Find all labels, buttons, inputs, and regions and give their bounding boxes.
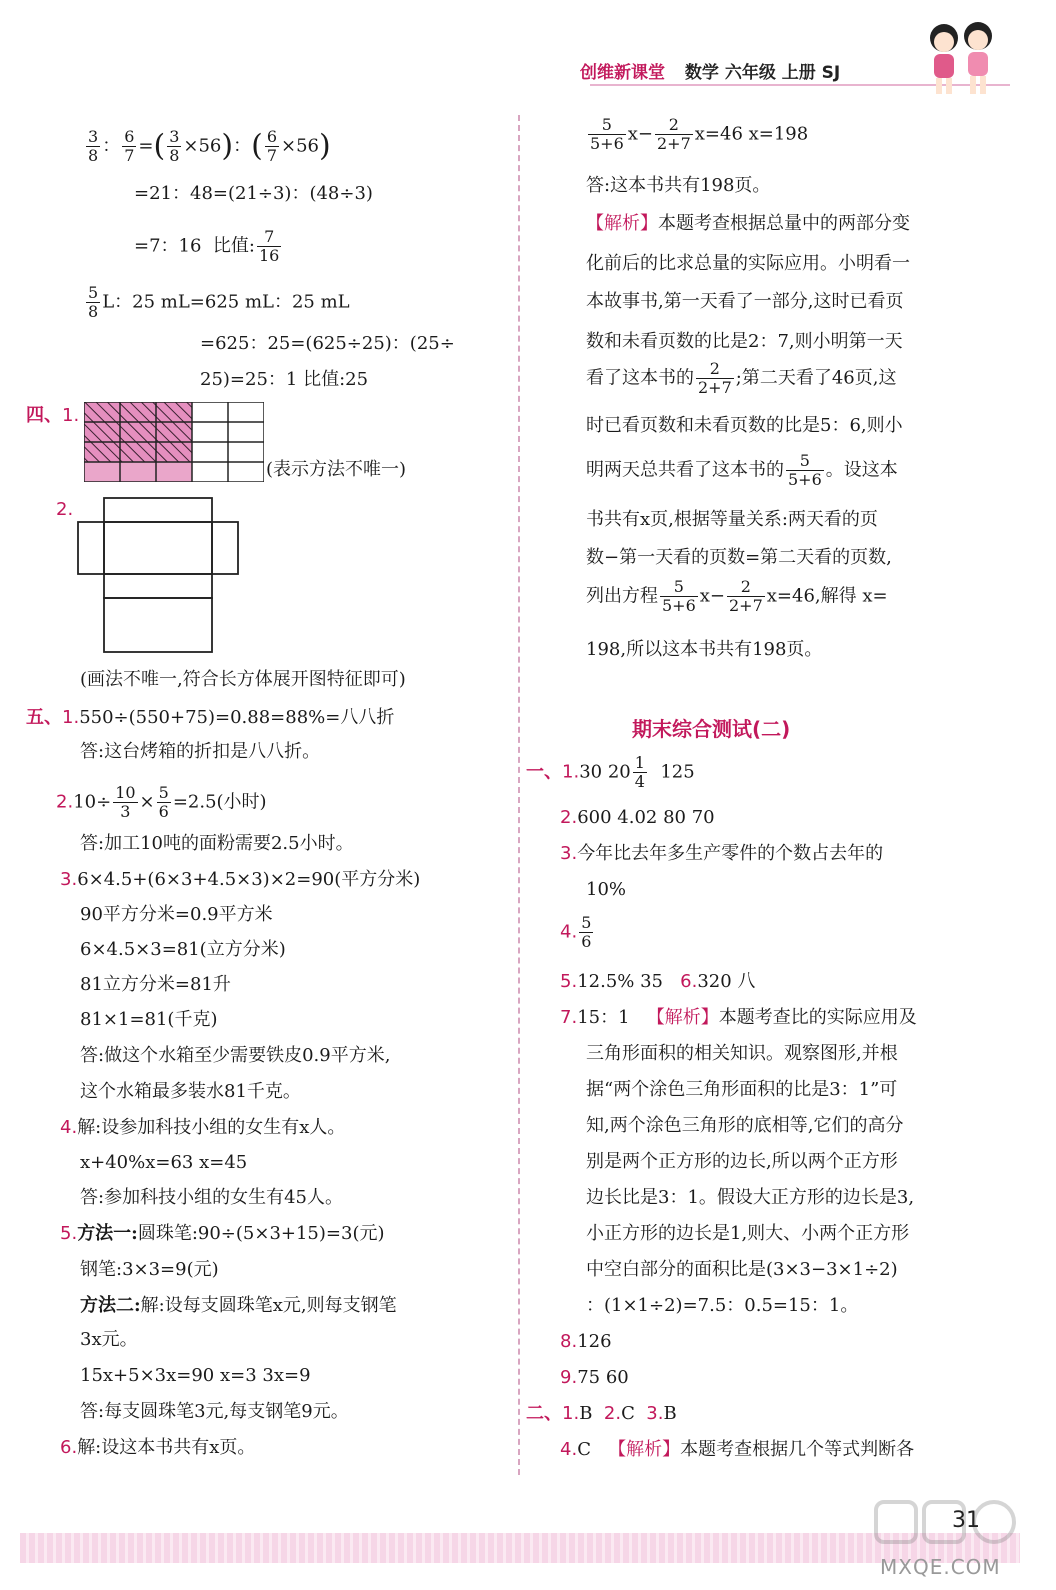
net-note: (画法不唯一,符合长方体展开图特征即可) [80, 669, 406, 690]
q4-2-label: 2. [56, 499, 74, 520]
q5-5: 5.方法一:圆珠笔:90÷(5×3+15)=3(元) [60, 1223, 385, 1244]
series-brand: 创维新课堂 [580, 63, 665, 83]
ratio-line-5: =625：25=(625÷25)：(25÷ [200, 333, 455, 354]
p1-q7-line6: 边长比是3：1。假设大正方形的边长是3, [586, 1187, 915, 1208]
p1-q7-line7: 小正方形的边长是1,则大、小两个正方形 [586, 1223, 910, 1244]
analysis-line-4: 数和未看页数的比是2：7,则小明第一天 [586, 331, 903, 352]
ratio-line-2: =21：48=(21÷3)：(48÷3) [134, 183, 373, 204]
p1-q5-q6: 5.12.5% 35 6.320 八 [560, 971, 756, 992]
p1-q7-line3: 据“两个涂色三角形面积的比是3：1”可 [586, 1079, 898, 1100]
analysis-line-7: 明两天总共看了这本书的 $\frac{5}{5+6}$ 。设这本 [586, 451, 898, 489]
cuboid-net-figure [76, 496, 242, 656]
p1-q3: 3.今年比去年多生产零件的个数占去年的 [560, 843, 884, 864]
analysis-line-2: 化前后的比求总量的实际应用。小明看一 [586, 253, 910, 274]
ratio-line-6: 25)=25：1 比值:25 [200, 369, 369, 390]
analysis-line-5: 看了这本书的 $\frac{2}{2+7}$ ;第二天看了46页,这 [586, 359, 897, 397]
ratio-line-1: $\frac{3}{8}$ ： $\frac{6}{7}$ =( $\frac{3}{8}$ ×56)：( $\frac{6}{7}$ ×56) [88, 127, 331, 165]
q5-2: 2.10÷ $\frac{10}{3}$ × $\frac{5}{6}$ =2.5(小时) [56, 783, 267, 821]
section-title: 期末综合测试(二) [632, 717, 791, 741]
q5-3-line3: 6×4.5×3=81(立方分米) [80, 939, 286, 960]
analysis-line-11: 198,所以这本书共有198页。 [586, 639, 823, 660]
analysis-line-8: 书共有x页,根据等量关系:两天看的页 [586, 509, 878, 530]
p1-q4: 4. $\frac{5}{6}$ [560, 913, 592, 951]
p1-q7-line8: 中空白部分的面积比是(3×3−3×1÷2) [586, 1259, 898, 1280]
p1-q7-line4: 知,两个涂色三角形的底相等,它们的高分 [586, 1115, 904, 1136]
watermark-text: MXQE.COM [880, 1555, 1001, 1579]
analysis-line-9: 数−第一天看的页数=第二天看的页数, [586, 547, 892, 568]
q5-4: 4.解:设参加科技小组的女生有x人。 [60, 1117, 346, 1138]
p1-q2: 2.600 4.02 80 70 [560, 807, 715, 828]
analysis-line-1: 【解析】本题考查根据总量中的两部分变 [586, 213, 910, 234]
grid-note: (表示方法不唯一) [266, 459, 407, 480]
q5-3-answer-2: 这个水箱最多装水81千克。 [80, 1081, 301, 1102]
analysis-line-10: 列出方程 $\frac{5}{5+6}$ x− $\frac{2}{2+7}$ x=46,解得 x= [586, 577, 888, 615]
page-header [580, 58, 940, 83]
q5-5-answer: 答:每支圆珠笔3元,每支钢笔9元。 [80, 1401, 349, 1422]
p1-q8: 8.126 [560, 1331, 612, 1352]
q5-6: 6.解:设这本书共有x页。 [60, 1437, 256, 1458]
ratio-line-3: =7：16 比值: $\frac{7}{16}$ [134, 227, 280, 265]
q5-5-method2: 方法二:解:设每支圆珠笔x元,则每支钢笔 [80, 1295, 397, 1316]
analysis-line-6: 时已看页数和未看页数的比是5：6,则小 [586, 415, 903, 436]
answer-198: 答:这本书共有198页。 [586, 175, 771, 196]
p1-q7: 7.15：1 【解析】本题考查比的实际应用及 [560, 1007, 917, 1028]
q5-1-answer: 答:这台烤箱的折扣是八八折。 [80, 741, 321, 762]
q5-5-line2: 钢笔:3×3=9(元) [80, 1259, 219, 1280]
book-subtitle: 数学 六年级 上册 SJ [684, 63, 841, 83]
section-4-label: 四、1. [26, 405, 80, 426]
p2-q4: 4.C 【解析】本题考查根据几个等式判断各 [560, 1439, 915, 1460]
p1-q7-line2: 三角形面积的相关知识。观察图形,并根 [586, 1043, 898, 1064]
fraction: $\frac{3}{8}$ [88, 127, 99, 165]
shaded-grid-figure [84, 402, 264, 482]
p1-q1: 一、1.30 20 $\frac{1}{4}$ 125 [526, 753, 695, 791]
p1-q3-line2: 10% [586, 879, 627, 900]
q5-2-answer: 答:加工10吨的面粉需要2.5小时。 [80, 833, 354, 854]
p1-q7-line5: 别是两个正方形的边长,所以两个正方形 [586, 1151, 898, 1172]
ratio-line-4: $\frac{5}{8}$ L：25 mL=625 mL：25 mL [88, 283, 350, 321]
p1-q9: 9.75 60 [560, 1367, 629, 1388]
cartoon-kids-illustration [918, 14, 1006, 100]
q5-3-line2: 90平方分米=0.9平方米 [80, 904, 273, 925]
p1-q7-line9: ：(1×1÷2)=7.5：0.5=15：1。 [586, 1295, 859, 1316]
q5-5-line5: 15x+5×3x=90 x=3 3x=9 [80, 1365, 311, 1386]
equation-line: $\frac{5}{5+6}$ x− $\frac{2}{2+7}$ x=46 x=198 [590, 115, 809, 153]
q5-1: 五、1.550÷(550+75)=0.88=88%=八八折 [26, 707, 395, 728]
q5-5-line4: 3x元。 [80, 1329, 138, 1350]
q5-3-line5: 81×1=81(千克) [80, 1009, 218, 1030]
column-divider [518, 115, 520, 1475]
page-number: 31 [952, 1508, 980, 1533]
analysis-line-3: 本故事书,第一天看了一部分,这时已看页 [586, 291, 904, 312]
q5-4-line2: x+40%x=63 x=45 [80, 1152, 248, 1173]
q5-4-answer: 答:参加科技小组的女生有45人。 [80, 1187, 343, 1208]
q5-3-answer-1: 答:做这个水箱至少需要铁皮0.9平方米, [80, 1045, 391, 1066]
q5-3: 3.6×4.5+(6×3+4.5×3)×2=90(平方分米) [60, 869, 421, 890]
p2-q1-3: 二、1.B 2.C 3.B [526, 1403, 677, 1424]
q5-3-line4: 81立方分米=81升 [80, 974, 231, 995]
